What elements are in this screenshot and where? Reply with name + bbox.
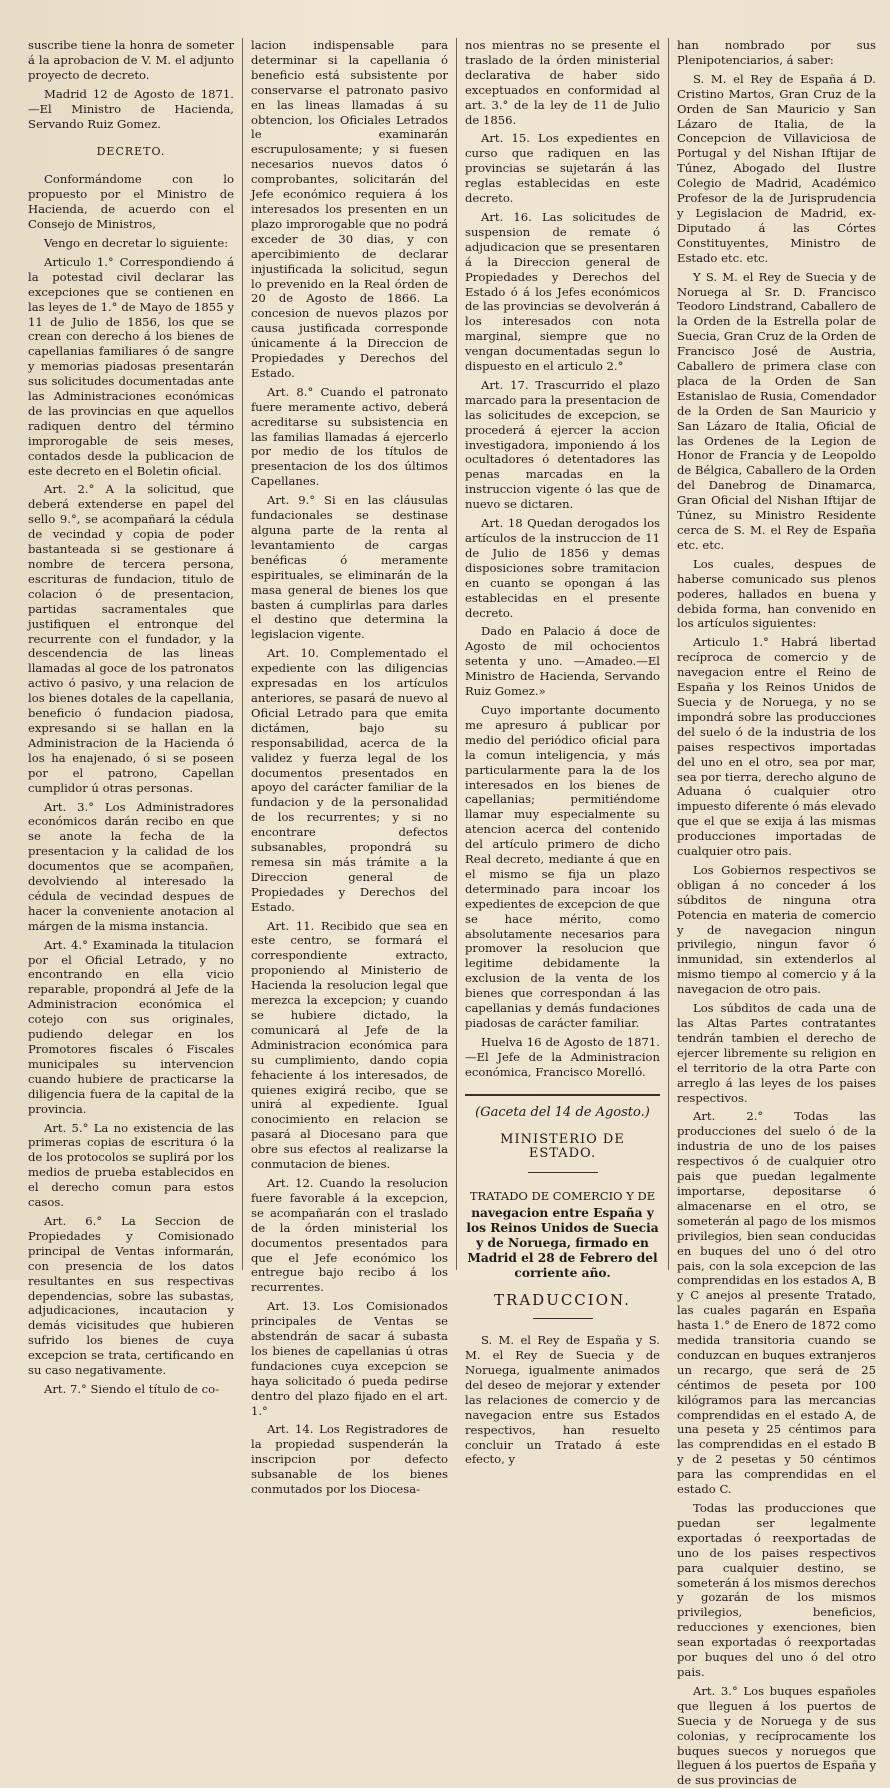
article-8: Art. 8.° Cuando el patronato fuere meramente activo, deberá acreditarse su subsistencia en las familias llamadas á ejercerlo por medio de los títulos de presentacion de los dos últimos Capellanes. <box>251 384 448 489</box>
paragraph: Vengo en decretar lo siguiente: <box>44 235 229 250</box>
article-3: Art. 3.° Los Administradores económicos darán recibo en que se anote la fecha de la presentacion y la calidad de los documentos que se acompañen, devolviendo al interesado la cédula de vecindad despues de hacer la conveniente anotacion al márgen de la misma instancia. <box>28 799 234 933</box>
paragraph: han nombrado por sus Plenipotenciarios, á saber: <box>677 38 876 67</box>
treaty-title: navegacion entre España y los Reinos Unidos de Suecia y de Noruega, firmado en Madrid el 28 de Febrero del corriente año. <box>466 1206 659 1281</box>
short-divider <box>528 1172 598 1173</box>
article-18: Art. 18 Quedan derogados los artículos de la instruccion de 11 de Julio de 1856 y demas disposiciones sobre tramitacion en cuanto se opongan á las establecidas en el presente decreto. <box>465 516 660 620</box>
paragraph: nos mientras no se presente el traslado de la órden ministerial declarativa de haber sido exceptuados en conformidad al art. 3.° de la ley de 11 de Julio de 1856. <box>465 38 660 127</box>
paragraph: Todas las producciones que puedan ser legalmente exportadas ó reexportadas de uno de los paises respectivos para cualquier destino, se someterán á los mismos derechos y gozarán de los mismos privilegios, beneficios, reducciones y exenciones, bien sean exportadas ó reexportadas por buques del uno ó del otro pais. <box>677 1501 876 1679</box>
column-2 <box>242 38 456 1497</box>
traduccion-heading: TRADUCCION. <box>494 1291 631 1310</box>
plenipotentiary-spain: S. M. el Rey de España á D. Cristino Martos, Gran Cruz de la Orden de San Mauricio y San Lázaro de Italia, de la Concepcion de Villaviciosa de Portugal y del Nishan Iftijar de Túnez, Abogado del Ilustre Colegio de Madrid, Académico Profesor de la de Jurisprudencia y Legislacion de Madrid, ex-Diputado á las Córtes Constituyentes, Ministro de Estado etc. etc. <box>677 71 876 265</box>
article-10: Art. 10. Complementado el expediente con las diligencias expresadas en los artículos anteriores, se pasará de nuevo al Oficial Letrado para que emita dictámen, bajo su responsabilidad, acerca de la validez y fuerza legal de los documentos presentados en apoyo del carácter familiar de la fundacion y de la personalidad de los recurrentes; y si no encontrare defectos subsanables, propondrá su remesa sin más trámite a la Direccion general de Propiedades y Derechos del Estado. <box>251 646 448 914</box>
article-14: Art. 14. Los Registradores de la propiedad suspenderán la inscripcion por defecto subsanable de los bienes conmutados por los Diocesa- <box>251 1422 448 1497</box>
treaty-article-1: Articulo 1.° Habrá libertad recíproca de comercio y de navegacion entre el Reino de España y los Reinos Unidos de Suecia y de Noruega, y no se impondrá sobre las producciones del suelo ó de la industria de los paises respectivos importadas del uno en el otro, sea por mar, sea por tierra, derecho alguno de Aduana ó cualquier otro impuesto diferente ó más elevado que el que se exija á las mismas producciones importadas de cualquier otro pais. <box>677 635 876 859</box>
column-3 <box>456 38 668 1467</box>
paragraph: Los Gobiernos respectivos se obligan á no conceder á los súbditos de ninguna otra Potencia en materia de comercio y de navegacion ningun privilegio, ningun favor ó inmunidad, sin extenderlos al mismo tiempo al comercio y á la navegacion de otro pais. <box>677 862 876 997</box>
article-12: Art. 12. Cuando la resolucion fuere favorable á la excepcion, se acompañarán con el traslado de la órden ministerial los documentos presentados para que el Jefe económico los entregue bajo recibo á los recurrentes. <box>251 1175 448 1295</box>
article-4: Art. 4.° Examinada la titulacion por el Oficial Letrado, y no encontrando en ella vicio reparable, propondrá al Jefe de la Administracion económica el cotejo con sus originales, pudiendo delegar en los Promotores fiscales ó Fiscales municipales su intervencion cuando hubiere de practicarse la diligencia fuera de la capital de la provincia. <box>28 937 234 1116</box>
column-4 <box>668 38 876 1788</box>
short-divider <box>533 1318 593 1319</box>
decree-signature-palacio: Dado en Palacio á doce de Agosto de mil ochocientos setenta y uno. —Amadeo.—El Ministro de Hacienda, Servando Ruiz Gomez.» <box>465 624 660 699</box>
article-17: Art. 17. Trascurrido el plazo marcado para la presentacion de las solicitudes de excepcion, se procederá á ejercer la accion investigadora, imponiendo á los ocultadores ó detentadores las penas marcadas en la instruccion vigente ó las que de nuevo se dictaren. <box>465 377 660 512</box>
treaty-preamble: S. M. el Rey de España y S. M. el Rey de Suecia y de Noruega, igualmente animados del deseo de mejorar y extender las relaciones de comercio y de navegacion entre sus Estados respectivos, han resuelto concluir un Tratado á este efecto, y <box>465 1333 660 1467</box>
intro-paragraph: suscribe tiene la honra de someter á la aprobacion de V. M. el adjunto proyecto de decreto. <box>28 38 234 82</box>
huelva-signature: Huelva 16 de Agosto de 1871. —El Jefe de la Administracion económica, Francisco Morelló. <box>465 1034 660 1079</box>
gaceta-heading: (Gaceta del 14 de Agosto.) <box>475 1104 650 1120</box>
article-2: Art. 2.° A la solicitud, que deberá extenderse en papel del sello 9.°, se acompañará la cédula de vecindad y copia de poder bastanteada si se gestionare á nombre de tercera persona, escrituras de fundacion, titulo de colacion ó de presentacion, partidas sacramentales que justifiquen el entronque del recurrente con el fundador, y la descendencia de las lineas llamadas al goce de los patronatos activo ó pasivo, y una relacion de los bienes dotales de la capellania, beneficio ó fundacion piadosa, expresando si se hallan en la Administracion de la Hacienda ó los ha enajenado, ó si se poseen por el patrono, Capellan cumplidor ú otras personas. <box>28 482 234 795</box>
article-15: Art. 15. Los expedientes en curso que radiquen en las provincias se sujetarán á las reglas establecidas en este decreto. <box>465 131 660 206</box>
column-1 <box>28 38 242 1396</box>
article-11: Art. 11. Recibido que sea en este centro, se formará el correspondiente extracto, proponiendo al Ministerio de Hacienda la resolucion legal que merezca la excepcion; y cuando se hubiere dictado, la comunicará al Jefe de la Administracion económica para su cumplimiento, dando copia fehaciente á los interesados, de quienes exigirá recibo, que se unirá al expediente. Igual conocimiento en relacion se pasará al Diocesano para que obre sus efectos al realizarse la conmutacion de bienes. <box>251 918 448 1172</box>
article-1: Articulo 1.° Correspondiendo á la potestad civil declarar las excepciones que se contienen en las leyes de 1.° de Mayo de 1855 y 11 de Julio de 1856, los que se crean con derecho á los bienes de capellanias familiares ó de sangre y memorias piadosas presentarán sus solicitudes documentadas ante las Administraciones económicas de las provincias en que aquellos radiquen dentro del término improrogable de seis meses, contados desde la publicacion de este decreto en el Boletin oficial. <box>28 254 234 478</box>
paragraph: Conformándome con lo propuesto por el Ministro de Hacienda, de acuerdo con el Consejo de Ministros, <box>28 172 234 232</box>
commentary-paragraph: Cuyo importante documento me apresuro á publicar por medio del periódico oficial para la comun inteligencia, y más particularmente para la de los interesados en los bienes de capellanias; permitiéndome llamar muy especialmente su atencion acerca del contenido del artículo primero de dicho Real decreto, mediante á que en el mismo se fija un plazo determinado para incoar los expedientes de excepcion de que se hace mérito, como absolutamente necesarios para promover la resolucion que legitime debidamente la exclusion de la venta de los bienes que correspondan á las capellanias y demás fundaciones piadosas de carácter familiar. <box>465 702 660 1030</box>
paragraph: Los cuales, despues de haberse comunicado sus plenos poderes, hallados en buena y debida forma, han convenido en los artículos siguientes: <box>677 556 876 631</box>
treaty-heading: TRATADO DE COMERCIO Y DE <box>469 1189 656 1204</box>
article-7: Art. 7.° Siendo el título de co- <box>44 1381 220 1396</box>
treaty-article-2: Art. 2.° Todas las producciones del suelo ó de la industria de uno de los paises respectivos ó de cualquier otro pais que puedan legalmente importarse, depositarse ó almacenarse en el otro, se someterán al pago de los mismos privilegios, bien sean conducidas en buques del uno ó del otro pais, con la sola excepcion de las comprendidas en los estados A, B y C anejos al presente Tratado, las cuales pagarán en España hasta 1.° de Enero de 1872 como medida transitoria cuando se conduzcan en buques extranjeros un recargo, que será de 25 céntimos de peseta por 100 kilógramos para las mercancias comprendidas en el estado A, de una peseta y 25 céntimos para las comprendidas en el estado B y de 2 pesetas y 50 céntimos para las comprendidas en el estado C. <box>677 1109 876 1497</box>
article-5: Art. 5.° La no existencia de las primeras copias de escritura ó la de los protocolos se suplirá por los medios de prueba establecidos en el derecho comun para estos casos. <box>28 1120 234 1210</box>
decree-signature-madrid: Madrid 12 de Agosto de 1871. —El Ministro de Hacienda, Servando Ruiz Gomez. <box>28 86 234 131</box>
article-16: Art. 16. Las solicitudes de suspension de remate ó adjudicacion que se presentaren á la Direccion general de Propiedades y Derechos del Estado ó á los Jefes económicos de las provincias se devolverán á los interesados con nota marginal, siempre que no vengan documentadas segun lo dispuesto en el articulo 2.° <box>465 209 660 374</box>
paragraph: lacion indispensable para determinar si la capellania ó beneficio está subsistente por conservarse el patronato pasivo en las lineas llamadas á su obtencion, los Oficiales Letrados le examinarán escrupulosamente; y si fuesen necesarios nuevos datos ó comprobantes, solicitarán del Jefe económico requiera á los interesados los presenten en un plazo improrogable que no podrá exceder de 30 dias, y con apercibimiento de declarar injustificada la solicitud, segun lo prevenido en la Real órden de 20 de Agosto de 1866. La concesion de nuevos plazos por causa justificada corresponde únicamente á la Direccion de Propiedades y Derechos del Estado. <box>251 38 448 380</box>
article-6: Art. 6.° La Seccion de Propiedades y Comisionado principal de Ventas informarán, con presencia de los datos resultantes en sus respectivas dependencias, sobre las subastas, adjudicaciones, incautacion y demás vicisitudes que hubieren sufrido los bienes de cuya excepcion se trata, certificando en su caso negativamente. <box>28 1213 234 1378</box>
section-divider <box>465 1094 660 1096</box>
decreto-heading: DECRETO. <box>96 145 166 159</box>
columns <box>28 38 876 1788</box>
article-9: Art. 9.° Si en las cláusulas fundacionales se destinase alguna parte de la renta al levantamiento de cargas benéficas ó meramente espirituales, se eliminarán de la masa general de bienes los que basten á cumplirlas para darles el destino que determina la legislacion vigente. <box>251 493 448 642</box>
paragraph: Los súbditos de cada una de las Altas Partes contratantes tendrán tambien el derecho de ejercer libremente su religion en el territorio de la otra Parte con arreglo á las leyes de los paises respectivos. <box>677 1001 876 1105</box>
ministerio-heading: MINISTERIO DE ESTADO. <box>500 1131 625 1162</box>
article-13: Art. 13. Los Comisionados principales de Ventas se abstendrán de sacar á subasta los bienes de capellanias ú otras fundaciones cuya excepcion se haya solicitado ó pueda pedirse dentro del plazo fijado en el art. 1.° <box>251 1299 448 1418</box>
plenipotentiary-sweden: Y S. M. el Rey de Suecia y de Noruega al Sr. D. Francisco Teodoro Lindstrand, Caballero de la Orden de la Estrella polar de Suecia, Gran Cruz de la Orden de Francisco José de Austria, Caballero de primera clase con placa de la Orden de San Estanislao de Rusia, Comendador de la Orden de San Mauricio y San Lázaro de Italia, Oficial de las Ordenes de la Legion de Honor de Francia y de Leopoldo de Bélgica, Caballero de la Orden del Danebrog de Dinamarca, Gran Oficial del Nishan Iftijar de Túnez, su Ministro Residente cerca de S. M. el Rey de España etc. etc. <box>677 269 876 552</box>
treaty-article-3: Art. 3.° Los buques españoles que lleguen á los puertos de Suecia y de Noruega y de sus colonias, y recíprocamente los buques suecos y noruegos que lleguen á los puertos de España y de sus provincias de <box>677 1683 876 1788</box>
